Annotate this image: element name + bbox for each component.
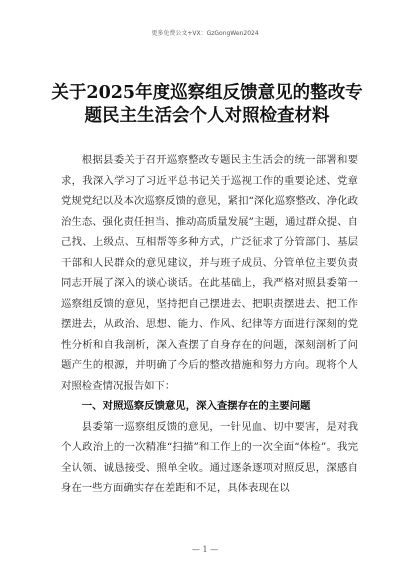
page-number: — 1 — [191, 545, 219, 554]
document-body [61, 150, 358, 499]
header-note: 更多免费公文+VX：GzGongWen2024 [151, 30, 259, 37]
section-paragraph: 县委第一巡察组反馈的意见，一针见血、切中要害，是对我个人政治上的一次精准“扫描”和工作上的一次全面“体检”。我完全认领、诚恳接受、照单全收。通过逐条逐项对照反思，深感自身在一些方面确实存在差距和不足，具体表现在以 [61, 420, 358, 494]
intro-paragraph: 根据县委关于召开巡察整改专题民主生活会的统一部署和要求，我深入学习了习近平总书记关于巡视工作的重要论述、党章党规党纪以及本次巡察反馈的意见，紧扣“深化巡察整改、净化政治生态、强化责任担当、推动高质量发展”主题，通过群众提、自己找、上级点、互相帮等多种方式，广泛征求了分管部门、基层干部和人民群众的意见建议，并与班子成员、分管单位主要负责同志开展了深入的谈心谈话。在此基础上，我严格对照县委第一巡察组反馈的意见，坚持把自己摆进去、把职责摆进去、把工作摆进去，从政治、思想、能力、作风、纪律等方面进行深刻的党性分析和自我剖析，深入查摆了自身存在的问题，深刻剖析了问题产生的根源，并明确了今后的整改措施和努力方向。现将个人对照检查情况报告如下： [61, 154, 358, 392]
section-heading: 一、对照巡察反馈意见，深入查摆存在的主要问题 [81, 400, 311, 412]
document-title: 关于2025年度巡察组反馈意见的整改专题民主生活会个人对照检查材料 [51, 83, 363, 126]
